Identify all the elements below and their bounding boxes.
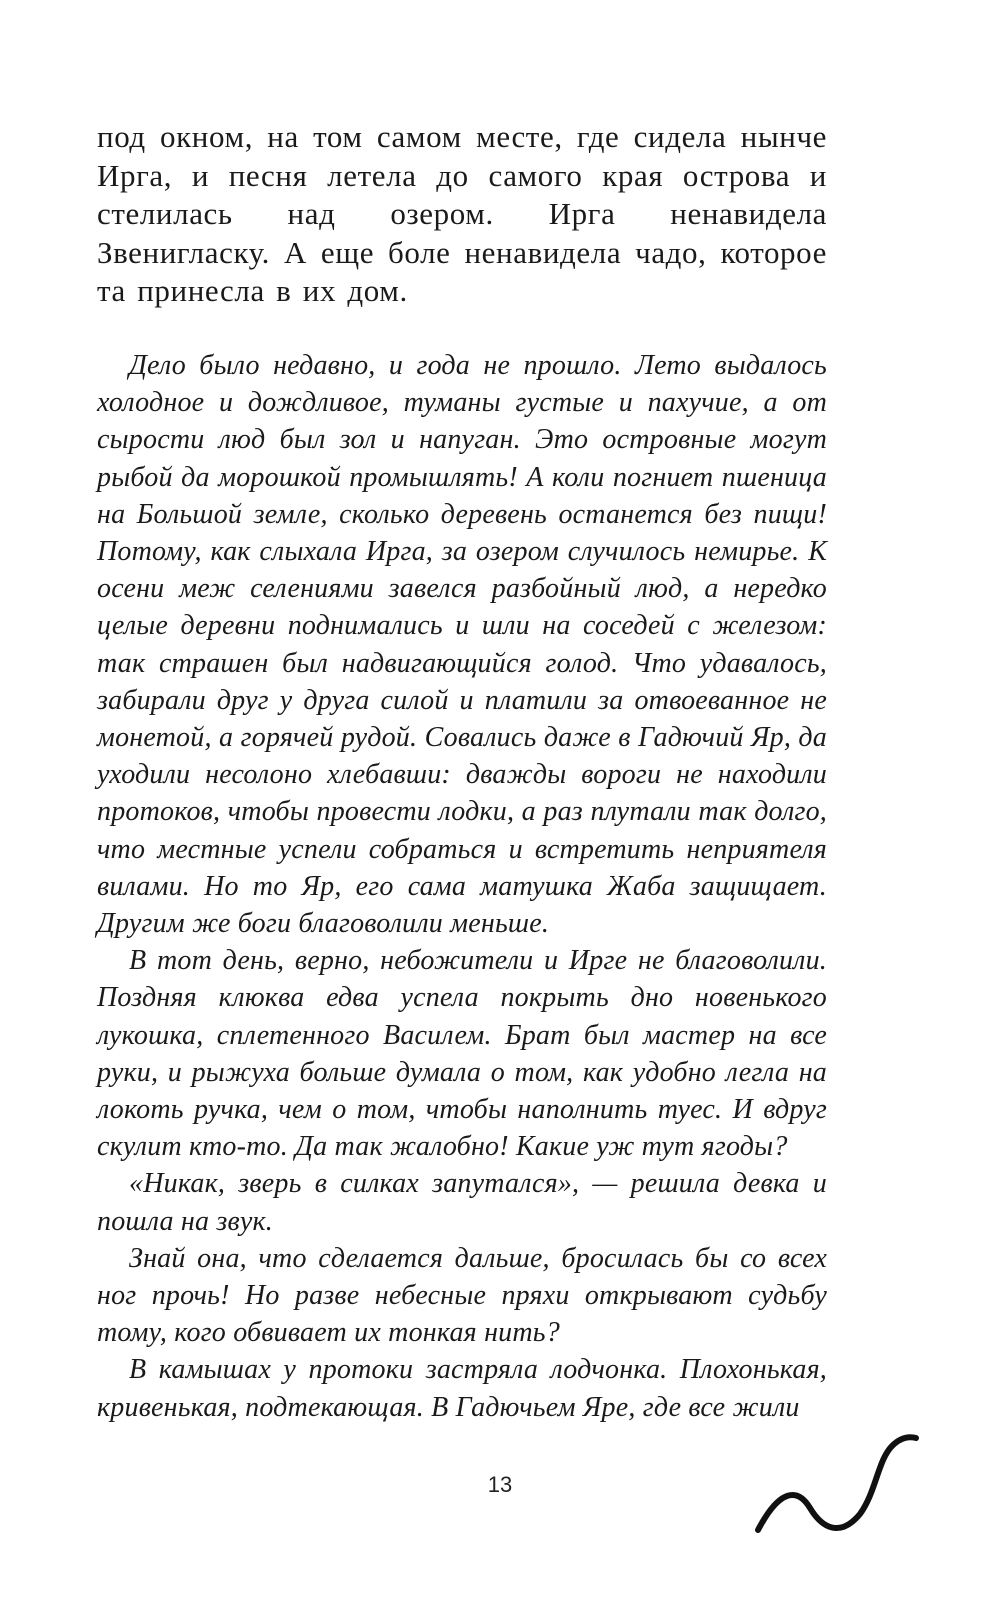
wave-ornament-icon <box>750 1418 920 1548</box>
body-text-italic <box>97 347 827 1426</box>
paragraph-italic-4: Знай она, что сделается дальше, бросилась бы со всех ног прочь! Но разве небесные пряхи открывают судьбу тому, кого обвивает их тонкая нить? <box>97 1242 827 1349</box>
paragraph-italic-5: В камышах у протоки застряла лодчонка. Плохонькая, кривенькая, подтекающая. В Гадючьем Яре, где все жили <box>97 1354 827 1423</box>
body-text-regular <box>97 118 827 311</box>
paragraph-regular: под окном, на том самом месте, где сидела нынче Ирга, и песня летела до самого края острова и стелилась над озером. Ирга ненавидела Звениглаcку. А еще боле ненавидела чадо, которое та принесла в их дом. <box>97 119 827 308</box>
paragraph-italic-1: Дело было недавно, и года не прошло. Лето выдалось холодное и дождливое, туманы густые и пахучие, а от сырости люд был зол и напуган. Это островные могут рыбой да морошкой промышлять! А коли погниет пшеница на Большой земле, сколько деревень останется без пищи! Потому, как слыхала Ирга, за озером случилось немирье. К осени меж селениями завелся разбойный люд, а нередко целые деревни поднимались и шли на соседей с железом: так страшен был надвигающийся голод. Что удавалось, забирали друг у друга силой и платили за отвоеванное не монетой, а горячей рудой. Совались даже в Гадючий Яр, да уходили несолоно хлебавши: дважды вороги не находили протоков, чтобы провести лодки, а раз плутали так долго, что местные успели собраться и встретить неприятеля вилами. Но то Яр, его сама матушка Жаба защищает. Другим же боги благоволили меньше. <box>97 350 827 940</box>
page-number: 13 <box>487 1472 513 1497</box>
paragraph-italic-2: В тот день, верно, небожители и Ирге не благоволили. Поздняя клюква едва успела покрыть дно новенького лукошка, сплетенного Василем. Брат был мастер на все руки, и рыжуха больше думала о том, как удобно легла на локоть ручка, чем о том, чтобы наполнить туес. И вдруг скулит кто-то. Да так жалобно! Какие уж тут ягоды? <box>97 945 827 1163</box>
paragraph-italic-3: «Никак, зверь в силках запутался», — решила девка и пошла на звук. <box>97 1168 827 1237</box>
